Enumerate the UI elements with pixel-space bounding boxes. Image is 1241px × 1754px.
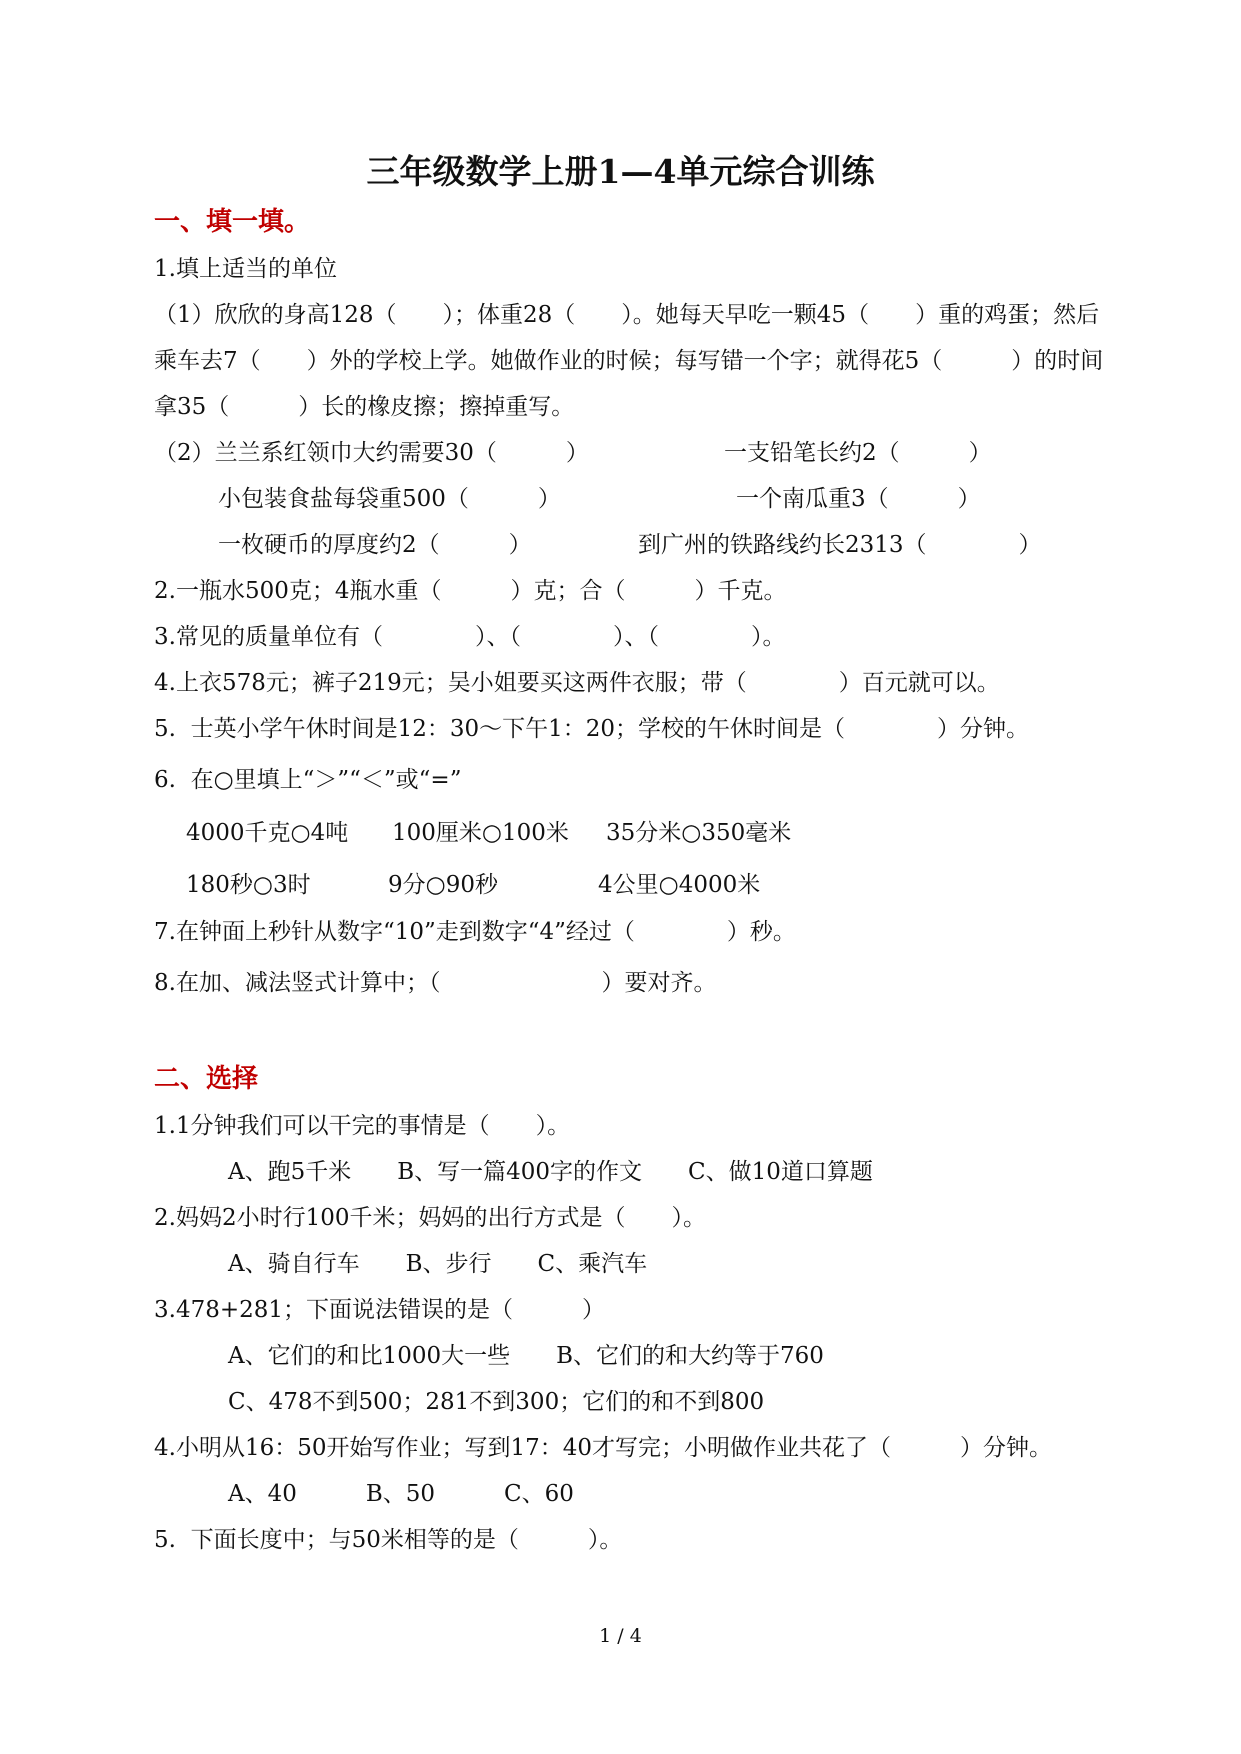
choice-question-1: 1.1分钟我们可以干完的事情是（ ）。 [154,1113,571,1139]
question-1-part1-line: 乘车去7（ ）外的学校上学。她做作业的时候；每写错一个字；就得花5（ ）的时间 [154,348,1104,374]
comparison-item: 100厘米○100米 [392,820,569,846]
choice-question-4: 4.小明从16：50开始写作业；写到17：40才写完；小明做作业共花了（ ）分钟。 [154,1435,1053,1461]
question-1-part2-item: 一个南瓜重3（ ） [736,486,981,512]
choice-question-2: 2.妈妈2小时行100千米；妈妈的出行方式是（ ）。 [154,1205,706,1231]
choice-options: A、它们的和比1000大一些 B、它们的和大约等于760 [228,1343,824,1369]
question-1-part1-line: （1）欣欣的身高128（ ）；体重28（ ）。她每天早吃一颗45（ ）重的鸡蛋；然后 [154,302,1100,328]
question-2: 2.一瓶水500克；4瓶水重（ ）克；合（ ）千克。 [154,578,787,604]
page-number: 1 / 4 [599,1625,642,1647]
question-4: 4.上衣578元；裤子219元；吴小姐要买这两件衣服；带（ ）百元就可以。 [154,670,1000,696]
question-5: 5. 士英小学午休时间是12：30～下午1：20；学校的午休时间是（ ）分钟。 [154,716,1029,742]
question-6-stem: 6. 在○里填上“＞”“＜”或“=” [154,767,462,793]
comparison-item: 4000千克○4吨 [186,820,349,846]
choice-question-5: 5. 下面长度中；与50米相等的是（ ）。 [154,1527,623,1553]
comparison-item: 180秒○3时 [186,872,311,898]
section-heading-fill-in: 一、填一填。 [154,207,311,237]
question-1-part2-item: 小包装食盐每袋重500（ ） [218,486,561,512]
question-1-stem: 1.填上适当的单位 [154,256,337,282]
question-1-part1-line: 拿35（ ）长的橡皮擦；擦掉重写。 [154,394,575,420]
choice-question-3: 3.478+281；下面说法错误的是（ ） [154,1297,606,1323]
question-3: 3.常见的质量单位有（ ）、（ ）、（ ）。 [154,624,786,650]
section-heading-choice: 二、选择 [154,1064,259,1094]
question-1-part2-item: 到广州的铁路线约长2313（ ） [638,532,1042,558]
comparison-item: 4公里○4000米 [598,872,761,898]
question-1-part2-item: （2）兰兰系红领巾大约需要30（ ） [154,440,589,466]
question-8: 8.在加、减法竖式计算中；（ ）要对齐。 [154,970,717,996]
choice-options: C、478不到500；281不到300；它们的和不到800 [228,1389,765,1415]
choice-options: A、骑自行车 B、步行 C、乘汽车 [228,1251,648,1277]
choice-options: A、跑5千米 B、写一篇400字的作文 C、做10道口算题 [228,1159,873,1185]
comparison-item: 35分米○350毫米 [606,820,792,846]
page-title: 三年级数学上册1—4单元综合训练 [366,152,875,191]
question-7: 7.在钟面上秒针从数字“10”走到数字“4”经过（ ）秒。 [154,919,796,945]
question-1-part2-item: 一枚硬币的厚度约2（ ） [218,532,532,558]
question-1-part2-item: 一支铅笔长约2（ ） [724,440,992,466]
choice-options: A、40 B、50 C、60 [228,1481,574,1507]
comparison-item: 9分○90秒 [388,872,498,898]
